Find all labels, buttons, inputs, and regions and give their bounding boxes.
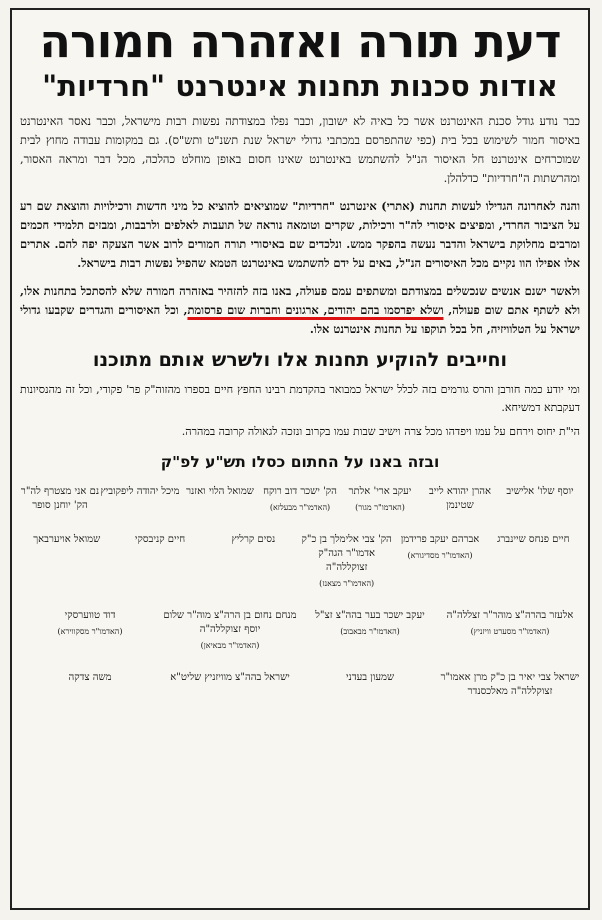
signature-name: חיים קניבסקי [134,534,186,545]
signature-name: שמעון בעדני [345,672,395,683]
signature-name: שמואל אויערבאך [33,534,101,545]
signature [340,485,420,515]
signature-name: נסים קרליץ [231,534,276,545]
paragraph-5: הי"ת יחוס וירחם על עמו ויפדהו מכל צרה וישיב שבות עמו בקרוב ונזכה לגאולה קרובה במהרה. [181,425,580,438]
signature [500,485,580,501]
underlined-warning: ושלא יפרסמו בהם יהודים, ארגונים וחברות שום פרסומת [187,303,444,317]
signature [487,533,580,549]
signature-org: (האדמו"ר מגור) [355,503,405,512]
paragraph-1: כבר נודע גודל סכנת האינטרנט אשר כל באיה לא ישובון, וכבר נפלו במצודתה נפשות רבות מישראל, וכבר נאסר האינטרנט באיסור חמור לשימוש בכל בית (כפי שהתפרסם במכתבי גדולי ישראל שנת תשנ"ט ותש"ס). גם במקומות עבודה מחוץ לבית שמוכרחים אינטרנט חל האיסור הנ"ל להשתמש באינטרנט שאינו חסום באופן מוחלט כהלכה, מכל דבר ומראה האסור, ומהרשתות ה"חרדיות" כדלהלן. [20,114,580,185]
signature [20,485,100,515]
signature-row-2 [18,533,582,591]
signature [100,485,180,501]
signature-name: מיכל יהודה ליפקוביץ [100,486,180,497]
signature [20,533,113,549]
signature [20,671,160,687]
signature-name: מנחם נחום בן הרה"צ מוה"ר שלום יוסף זצוקללה"ה [163,610,297,635]
signature [160,671,300,687]
signature-row-3 [18,609,582,653]
signature-row-4 [18,671,582,701]
section-heading: וחייבים להוקיע תחנות אלו ולשרש אותם מתוכנו [92,349,508,371]
signature [440,671,580,701]
paragraph-3-end: , וכל האיסורים והגדרים שקבעו גדולי ישראל על הטלוויזיה, חל בכל תוקפו על תחנות אינטרנט אלו. [20,303,580,336]
signature-name: יעקב ארי' אלתר [348,486,412,497]
signature-name: שמואל הלוי ואזנר [186,486,254,497]
signature-name: אברהם יעקב פרידמן [400,534,480,545]
signature [20,609,160,639]
paragraph-3-start: ולאשר ישנם אנשים שנכשלים במצודתם ומשתפים עמם פעולה, באנו בזה להזהיר באזהרה חמורה שלא להסתכל בתחנות אלו, ולא לשתף אתם שום פעולה, [20,284,581,317]
signature-name: ישראל בהה"צ מוויזניץ שליט"א [170,672,290,683]
document-frame [10,8,590,910]
signature [180,485,260,501]
signature [260,485,340,515]
signature-name: דוד טווערסקי [64,610,116,621]
signature-org: (האדמו"ר מבעלזא) [269,503,331,512]
signature-name: אלעזר בהרה"צ מוהר"ר זצללה"ה [446,610,574,621]
signature-org: (האדמו"ר מבאיאן) [200,641,260,650]
signature [420,485,500,515]
paragraph-3 [18,282,582,339]
signature [393,533,486,563]
paragraph-4: ומי יודע כמה חורבן והרס גורמים בזה לכלל ישראל כמבואר בהקדמת רבינו החפץ חיים בספרו מהזוה"ק פר' פקודי, וכל זה מהנסיונות דעקבתא דמשיחא. [20,383,580,414]
document-title: דעת תורה ואזהרה חמורה [39,14,561,68]
signature-org: (האדמו"ר מסדיגורא) [407,551,473,560]
signature-row-1 [18,485,582,515]
document-subtitle: אודות סכנות תחנות אינטרנט "חרדיות" [42,69,558,103]
signatures-heading: ובזה באנו על החתום כסלו תש"ע לפ"ק [160,453,440,471]
signature [113,533,206,549]
paragraph-2: והנה לאחרונה הגדילו לעשות תחנות (אתרי) אינטרנט "חרדיות" שמוציאים להוציא כל מיני חדשות ורכילויות והוצאת שם רע על הציבור החרדי, ומפיצים איסורי לה"ר ורכילות, שקרים וטומאה נוראה של תועבות לאלפים ולרבבות, ומבזים תלמידי חכמים ומרבים מחלוקת בישראל והדבר נעשה בהפקר ממש. ונלכדים שם באיסורי תורה חמורים לרוב אשר הצעקה יפה להם. אתרים אלו אפילו הוו נקיים מכל האיסורים הנ"ל, באים על ידם להשתמש באינטרנט הטמא שהפיל נפשות רבות בישראל. [20,199,580,270]
signature-name: הק' צבי אלימלך בן כ"ק אדמו"ר הגה"ק זצוקללה"ה [301,534,392,573]
signature-name: משה צדקה [68,672,112,683]
signature [300,671,440,687]
signature [160,609,300,653]
signature-name: יוסף שלו' אלישיב [506,486,574,497]
signature [300,609,440,639]
signature-org: (האדמו"ר מצאנז) [319,579,375,588]
signature-org: (האדמו"ר מבאבוב) [340,627,400,636]
signatures-block [18,485,582,701]
signature [207,533,300,549]
document-content [18,14,582,904]
signature-name: אהרן יהודא לייב שטינמן [428,486,492,511]
signature-name: ישראל צבי יאיר בן כ"ק מרן אאמו"ר זצוקללה"ה מאלכסנדר [440,672,580,697]
signature-name: הק' ישכר דוב רוקח [263,486,337,497]
signature-name: חיים פנחס שיינברג [497,534,570,545]
signature-org: (האדמו"ר מסקווירא) [57,627,123,636]
signature-name: נם אני מצטרף לה"ר הק' יוחנן סופר [20,486,100,511]
signature [440,609,580,639]
signature-org: (האדמו"ר מסערט וויזניץ) [470,627,550,636]
signature [300,533,393,591]
signature-name: יעקב ישכר בער בהה"צ זצ"ל [315,610,425,621]
